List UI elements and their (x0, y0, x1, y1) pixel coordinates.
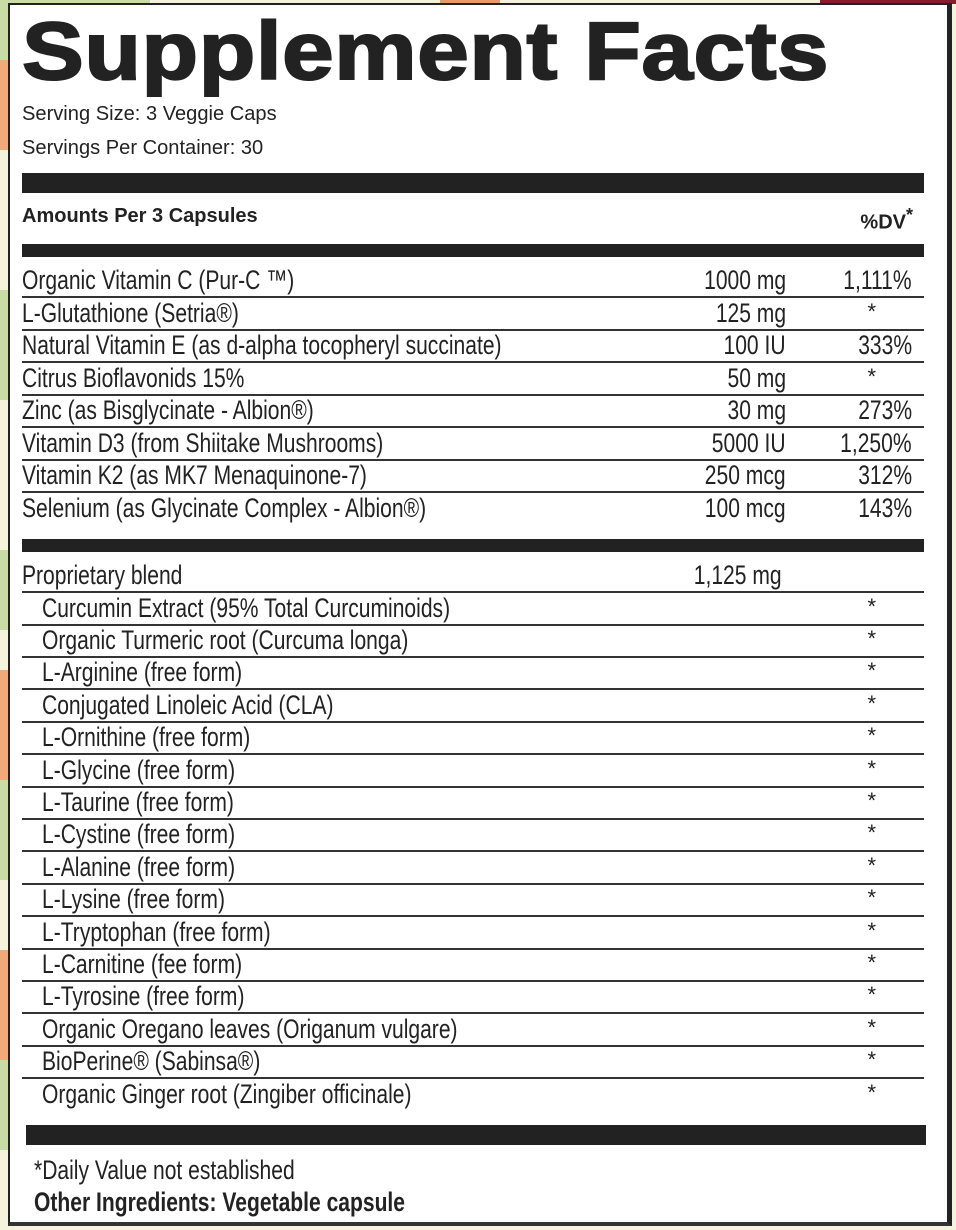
blend-ingredient-row (22, 916, 924, 950)
blend-ingredient-dv: * (867, 593, 876, 619)
nutrient-row (22, 492, 924, 524)
blend-ingredient-dv: * (867, 723, 876, 749)
blend-ingredient-name: Curcumin Extract (95% Total Curcuminoids) (42, 592, 451, 623)
blend-ingredient-dv: * (867, 787, 876, 813)
nutrient-dv: 312% (858, 460, 912, 490)
blend-ingredient-dv: * (867, 949, 876, 975)
nutrient-name: Vitamin K2 (as MK7 Menaquinone-7) (22, 460, 367, 490)
nutrient-amount: 250 mcg (705, 460, 786, 490)
nutrient-name: L-Glutathione (Setria®) (22, 297, 239, 328)
blend-ingredient-name: L-Taurine (free form) (42, 786, 234, 817)
blend-ingredient-name: Organic Ginger root (Zingiber officinale) (42, 1078, 412, 1109)
blend-ingredient-dv: * (867, 658, 876, 684)
blend-ingredient-name: L-Ornithine (free form) (42, 722, 251, 753)
nutrient-name: Organic Vitamin C (Pur-C ™) (22, 265, 295, 295)
blend-ingredient-name: BioPerine® (Sabinsa®) (42, 1046, 261, 1077)
blend-ingredient-dv: * (867, 1079, 876, 1105)
blend-ingredient-row (22, 851, 924, 885)
nutrient-name: Zinc (as Bisglycinate - Albion®) (22, 395, 314, 425)
nutrient-row (22, 297, 924, 331)
daily-value-footnote: *Daily Value not established (34, 1155, 295, 1185)
thick-divider (22, 244, 924, 257)
servings-per-container: Servings Per Container: 30 (22, 136, 264, 159)
blend-ingredient-name: L-Glycine (free form) (42, 754, 236, 785)
nutrient-dv: 1,250% (840, 427, 912, 458)
blend-ingredient-dv: * (867, 755, 876, 781)
nutrient-amount: 125 mg (715, 297, 786, 328)
blend-ingredient-row (22, 592, 924, 626)
blend-ingredient-dv: * (867, 625, 876, 651)
blend-ingredient-row (22, 624, 924, 658)
blend-ingredient-row (22, 786, 924, 820)
nutrient-amount: 30 mg (727, 395, 786, 425)
nutrient-dv: 333% (858, 330, 912, 360)
blend-ingredient-dv: * (867, 690, 876, 716)
thick-divider (22, 539, 924, 552)
blend-ingredient-dv: * (867, 1014, 876, 1040)
blend-ingredient-dv: * (867, 982, 876, 1008)
nutrient-row (22, 427, 924, 461)
nutrient-name: Vitamin D3 (from Shiitake Mushrooms) (22, 427, 384, 458)
blend-name: Proprietary blend (22, 560, 183, 590)
serving-size: Serving Size: 3 Veggie Caps (22, 102, 277, 125)
nutrient-dv: 273% (858, 395, 912, 425)
dv-header-label: %DV (860, 211, 906, 234)
nutrient-amount: 5000 IU (712, 427, 786, 458)
blend-ingredient-row (22, 1045, 924, 1079)
nutrient-row (22, 394, 924, 428)
blend-ingredient-name: L-Carnitine (fee form) (42, 948, 243, 979)
blend-ingredient-name: L-Tyrosine (free form) (42, 981, 245, 1012)
blend-ingredient-row (22, 754, 924, 788)
nutrient-amount: 1000 mg (704, 265, 786, 295)
nutrient-dv: * (867, 298, 876, 324)
nutrient-row (22, 459, 924, 493)
blend-ingredient-row (22, 948, 924, 982)
blend-ingredient-row (22, 721, 924, 755)
dv-header-asterisk: * (905, 205, 913, 225)
dv-header (860, 205, 913, 235)
nutrient-dv: * (867, 363, 876, 389)
nutrient-row (22, 264, 924, 298)
blend-ingredient-name: Conjugated Linoleic Acid (CLA) (42, 689, 334, 720)
thick-divider (22, 173, 924, 193)
nutrient-amount: 100 IU (723, 330, 786, 360)
nutrient-name: Citrus Bioflavonids 15% (22, 362, 245, 393)
blend-ingredient-row (22, 980, 924, 1014)
blend-header-row (22, 559, 924, 593)
blend-ingredient-name: L-Cystine (free form) (42, 819, 236, 850)
blend-amount: 1,125 mg (694, 560, 782, 590)
thick-divider (26, 1125, 926, 1145)
blend-ingredient-name: Organic Oregano leaves (Origanum vulgare) (42, 1013, 458, 1044)
blend-ingredient-dv: * (867, 885, 876, 911)
blend-ingredient-row (22, 818, 924, 852)
blend-ingredient-dv: * (867, 820, 876, 846)
supplement-facts-label (8, 3, 952, 1226)
nutrient-row (22, 329, 924, 363)
nutrient-amount: 100 mcg (705, 492, 786, 523)
nutrient-name: Selenium (as Glycinate Complex - Albion®) (22, 492, 427, 523)
label-title: Supplement Facts (22, 6, 830, 97)
nutrient-dv: 143% (858, 492, 912, 523)
blend-ingredient-name: L-Tryptophan (free form) (42, 916, 271, 947)
blend-ingredient-dv: * (867, 852, 876, 878)
blend-ingredient-name: L-Alanine (free form) (42, 851, 236, 882)
blend-ingredient-row (22, 1013, 924, 1047)
nutrient-amount: 50 mg (727, 362, 786, 393)
blend-ingredient-row (22, 689, 924, 723)
blend-ingredient-dv: * (867, 1047, 876, 1073)
blend-ingredient-row (22, 1078, 924, 1110)
blend-ingredient-name: Organic Turmeric root (Curcuma longa) (42, 624, 409, 655)
other-ingredients: Other Ingredients: Vegetable capsule (34, 1187, 405, 1217)
nutrient-dv: 1,111% (843, 265, 912, 295)
nutrient-row (22, 362, 924, 396)
blend-ingredient-row (22, 883, 924, 917)
nutrient-name: Natural Vitamin E (as d-alpha tocopheryl succinate) (22, 330, 502, 360)
blend-ingredient-name: L-Arginine (free form) (42, 657, 243, 688)
blend-ingredient-dv: * (867, 917, 876, 943)
amounts-per-serving-header: Amounts Per 3 Capsules (22, 205, 258, 227)
blend-ingredient-name: L-Lysine (free form) (42, 884, 225, 915)
blend-ingredient-row (22, 656, 924, 690)
